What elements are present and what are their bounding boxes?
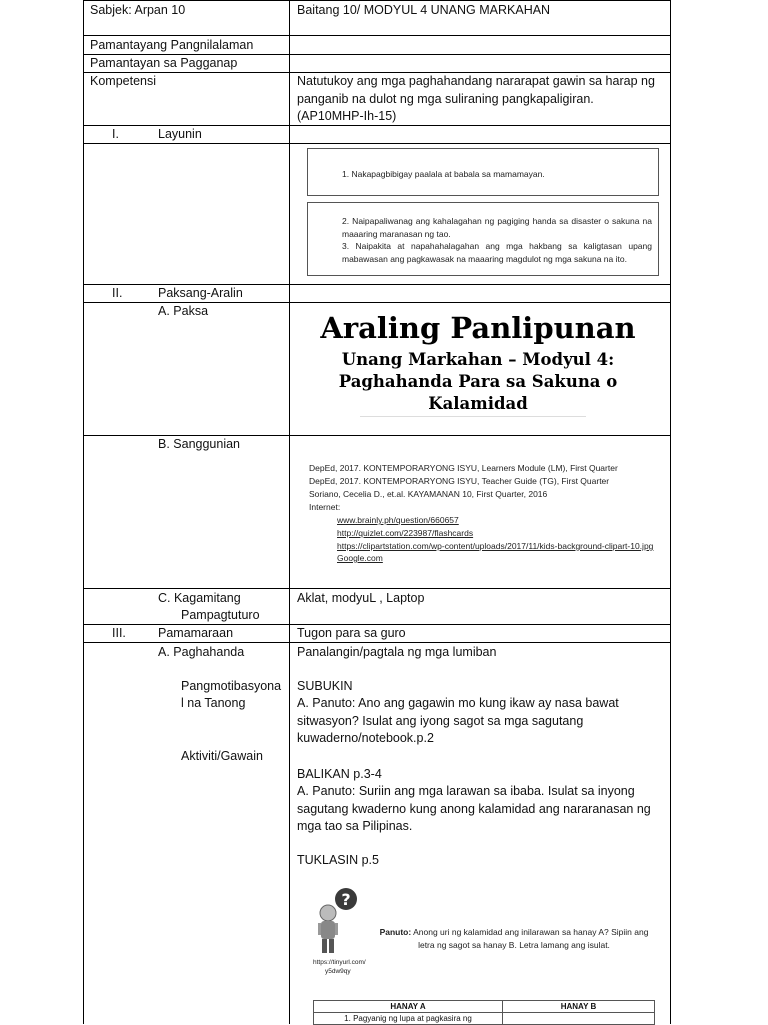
reference-link[interactable]: www.brainly.ph/question/660657 <box>337 515 459 525</box>
subject-matter-number: II. <box>112 286 123 300</box>
hanay-a-cell: 1. Pagyanig ng lupa at pagkasira ng <box>314 1013 503 1025</box>
performance-standard-label: Pamantayan sa Pagganap <box>90 56 238 70</box>
reference-item: DepEd, 2017. KONTEMPORARYONG ISYU, Teacher Guide (TG), First Quarter <box>309 476 610 486</box>
content-standard-label: Pamantayang Pangnilalaman <box>90 38 254 52</box>
teacher-response-header: Tugon para sa guro <box>297 626 406 640</box>
row-border <box>83 588 671 589</box>
reference-link[interactable]: Google.com <box>337 553 383 563</box>
image-credit: https://tinyurl.com/ <box>313 959 366 966</box>
thinking-kid-illustration <box>308 885 368 960</box>
motivation-label: l na Tanong <box>181 696 246 710</box>
reference-item: Soriano, Cecelia D., et.al. KAYAMANAN 10, First Quarter, 2016 <box>309 489 548 499</box>
panuto-bold: Panuto: <box>379 927 412 937</box>
row-border <box>83 35 671 36</box>
module-subtitle: Paghahanda Para sa Sakuna o <box>338 372 618 391</box>
references-label: B. Sanggunian <box>158 437 241 451</box>
matching-table <box>313 1000 655 1025</box>
hanay-a-header: HANAY A <box>314 1001 503 1013</box>
panuto-instructions <box>373 926 655 951</box>
objective-item: 2. Naipapaliwanag ang kahalagahan ng pagiging handa sa disaster o sakuna na maaaring maranasan ng tao. <box>342 216 652 239</box>
table-right-border <box>670 0 671 1024</box>
hanay-b-cell <box>503 1013 655 1025</box>
objectives-label: Layunin <box>158 127 202 141</box>
competency-label: Kompetensi <box>90 74 157 88</box>
objective-item: 3. Naipakita at napahahalagahan ang mga hakbang sa kaligtasan upang mabawasan ang pagkawasak na maaaring magdulot ng mga sakuna na ito. <box>342 241 652 264</box>
row-border <box>83 0 671 1</box>
tuklasin-title: TUKLASIN p.5 <box>297 853 379 867</box>
materials-label: Pampagtuturo <box>181 608 260 622</box>
objective-item: 1. Nakapagbibigay paalala at babala sa mamamayan. <box>342 169 545 179</box>
module-subtitle: Unang Markahan – Modyul 4: <box>341 350 615 369</box>
module-subtitle: Kalamidad <box>428 394 528 413</box>
table-middle-border <box>289 0 290 1024</box>
subukin-text: A. Panuto: Ano ang gagawin mo kung ikaw ay nasa bawat sitwasyon? Isulat ang iyong sagot sa mga sagutang kuwaderno/notebook.p.2 <box>297 696 619 745</box>
materials-text: Aklat, modyuL , Laptop <box>297 591 425 605</box>
objectives-number: I. <box>112 127 119 141</box>
topic-label: A. Paksa <box>158 304 209 318</box>
module-title: Araling Panlipunan <box>320 311 636 345</box>
subukin-title: SUBUKIN <box>297 679 353 693</box>
preparation-label: A. Paghahanda <box>158 645 245 659</box>
reference-link[interactable]: http://quizlet.com/223987/flashcards <box>337 528 474 538</box>
procedure-label: Pamamaraan <box>158 626 234 640</box>
subject-label: Sabjek: Arpan 10 <box>90 3 186 17</box>
motivation-label: Pangmotibasyona <box>181 679 282 693</box>
activity-label: Aktiviti/Gawain <box>181 749 263 763</box>
reference-item: DepEd, 2017. KONTEMPORARYONG ISYU, Learners Module (LM), First Quarter <box>309 463 618 473</box>
panuto-text: Anong uri ng kalamidad ang inilarawan sa hanay A? Sipiin ang letra ng sagot sa hanay B. Letra lamang ang isulat. <box>411 927 649 950</box>
competency-text: Natutukoy ang mga paghahandang nararapat gawin sa harap ng panganib na dulot ng mga suliraning pangkapaligiran. (AP10MHP-Ih-15) <box>297 74 655 123</box>
procedure-number: III. <box>112 626 126 640</box>
balikan-title: BALIKAN p.3-4 <box>297 767 382 781</box>
image-credit: y5dw9qy <box>325 968 351 975</box>
reference-link[interactable]: https://clipartstation.com/wp-content/uploads/2017/11/kids-background-clipart-10.jpg <box>337 541 654 551</box>
table-left-border <box>83 0 84 1024</box>
grade-module-label: Baitang 10/ MODYUL 4 UNANG MARKAHAN <box>297 3 551 17</box>
hanay-b-header: HANAY B <box>503 1001 655 1013</box>
prayer-text: Panalangin/pagtala ng mga lumiban <box>297 645 497 659</box>
materials-label: C. Kagamitang <box>158 591 241 605</box>
reference-item: Internet: <box>309 502 341 512</box>
balikan-text: A. Panuto: Suriin ang mga larawan sa ibaba. Isulat sa inyong sagutang kwaderno kung anong kalamidad ang nararanasan ng mga tao sa Pilipinas. <box>297 784 651 833</box>
subject-matter-label: Paksang-Aralin <box>158 286 243 300</box>
title-underline <box>360 416 586 417</box>
svg-text:?: ? <box>341 890 351 909</box>
